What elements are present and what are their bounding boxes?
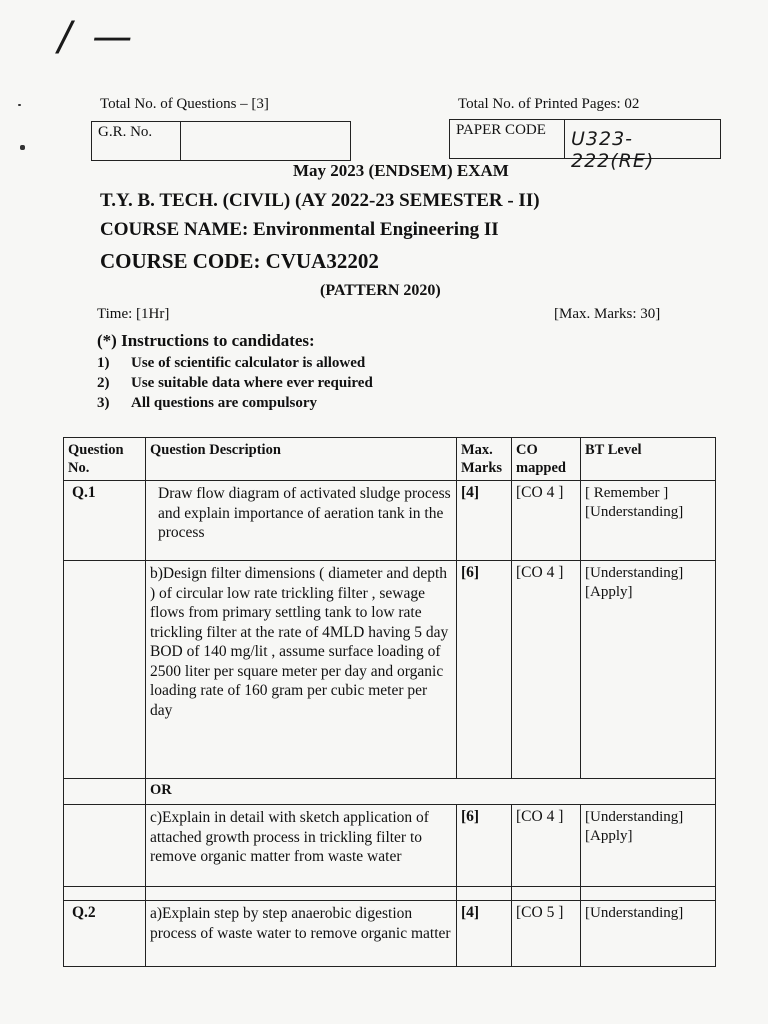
table-row xyxy=(64,805,716,887)
course-name: COURSE NAME: Environmental Engineering II xyxy=(100,219,499,240)
header-question-description: Question Description xyxy=(146,438,457,481)
question-number xyxy=(64,805,146,887)
question-number: Q.1 xyxy=(64,481,146,561)
co-mapped: [CO 4 ] xyxy=(512,805,581,887)
header-bt-level: BT Level xyxy=(581,438,716,481)
pattern-label: (PATTERN 2020) xyxy=(320,282,441,299)
question-number xyxy=(64,561,146,779)
header-max-marks: Max. Marks xyxy=(457,438,512,481)
paper-code-box xyxy=(449,119,721,172)
total-questions: Total No. of Questions – [3] xyxy=(100,96,269,112)
co-mapped: [CO 4 ] xyxy=(512,481,581,561)
table-row xyxy=(64,901,716,967)
program-title: T.Y. B. TECH. (CIVIL) (AY 2022-23 SEMESTER - II) xyxy=(100,190,540,211)
time-label: Time: [1Hr] xyxy=(97,306,170,322)
bt-level: [ Remember ] [Understanding] xyxy=(581,481,716,561)
spacer-row xyxy=(64,887,716,901)
header-question-no: Question No. xyxy=(64,438,146,481)
bt-level: [Understanding] [Apply] xyxy=(581,561,716,779)
question-number: Q.2 xyxy=(64,901,146,967)
instruction-item: 1) Use of scientific calculator is allowed xyxy=(97,355,366,371)
margin-dot xyxy=(20,145,25,150)
table-row xyxy=(64,561,716,779)
instructions-title: (*) Instructions to candidates: xyxy=(97,331,315,350)
or-row xyxy=(64,779,716,805)
course-code: COURSE CODE: CVUA32202 xyxy=(100,249,379,273)
instructions-list xyxy=(97,355,373,415)
max-marks: [4] xyxy=(457,481,512,561)
margin-dot xyxy=(18,104,21,106)
co-mapped: [CO 4 ] xyxy=(512,561,581,779)
table-row xyxy=(64,481,716,561)
question-description: Draw flow diagram of activated sludge process and explain importance of aeration tank in the process xyxy=(146,481,457,561)
table-header-row xyxy=(64,438,716,481)
max-marks: [6] xyxy=(457,561,512,779)
max-marks: [4] xyxy=(457,901,512,967)
bt-level: [Understanding] [Apply] xyxy=(581,805,716,887)
total-printed-pages: Total No. of Printed Pages: 02 xyxy=(458,96,640,112)
gr-no-field[interactable] xyxy=(181,122,350,160)
instruction-item: 3) All questions are compulsory xyxy=(97,395,317,411)
max-marks-label: [Max. Marks: 30] xyxy=(554,306,661,322)
bt-level: [Understanding] xyxy=(581,901,716,967)
paper-code-value: U323-222(RE) xyxy=(571,128,655,172)
question-description: b)Design filter dimensions ( diameter and depth ) of circular low rate trickling filter , sewage flows from primary settling tank to low rate trickling filter at the rate of 4MLD having 5 day BOD of 140 mg/lit , assume surface loading of 2500 liter per square meter per day and organic loading rate of 160 gram per cubic meter per day xyxy=(146,561,457,779)
paper-code-label: PAPER CODE xyxy=(450,120,565,158)
question-description: c)Explain in detail with sketch application of attached growth process in trickling filter to remove organic matter from waste water xyxy=(146,805,457,887)
instruction-item: 2) Use suitable data where ever required xyxy=(97,375,373,391)
gr-no-box xyxy=(91,121,351,161)
question-description: a)Explain step by step anaerobic digestion process of waste water to remove organic matter xyxy=(146,901,457,967)
max-marks: [6] xyxy=(457,805,512,887)
co-mapped: [CO 5 ] xyxy=(512,901,581,967)
or-label: OR xyxy=(146,779,716,805)
gr-no-label: G.R. No. xyxy=(92,122,181,160)
header-co-mapped: CO mapped xyxy=(512,438,581,481)
exam-title: May 2023 (ENDSEM) EXAM xyxy=(293,161,509,180)
question-table xyxy=(63,437,716,967)
handwritten-mark: / — xyxy=(58,14,137,60)
